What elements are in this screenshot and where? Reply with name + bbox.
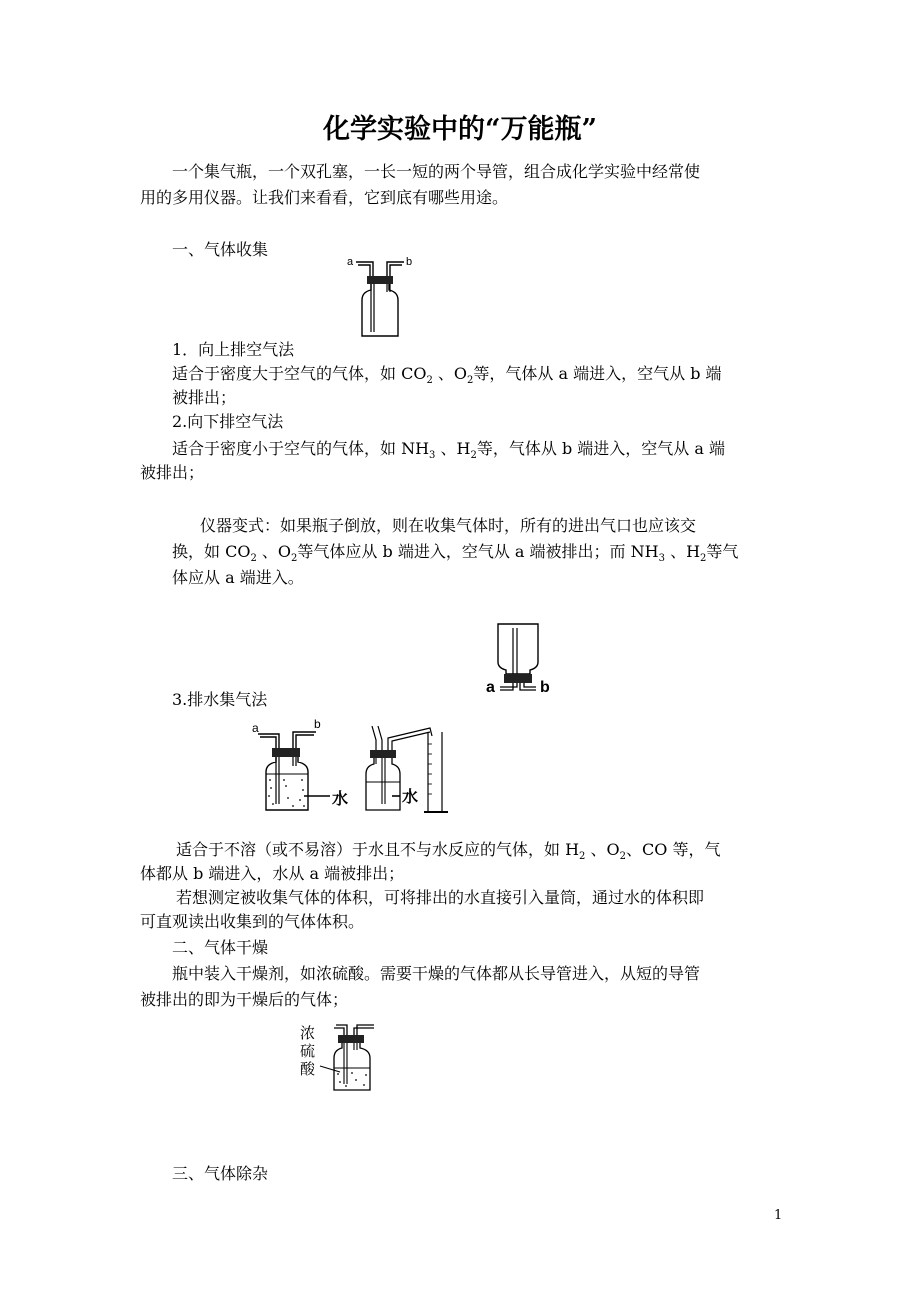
method-3-line-3: 若想测定被收集气体的体积，可将排出的水直接引入量筒，通过水的体积即 [176, 888, 705, 907]
section-2-line-2: 被排出的即为干燥后的气体； [140, 990, 349, 1009]
method-3-line-4: 可直观读出收集到的气体体积。 [140, 912, 365, 931]
method-3-heading: 3.排水集气法 [172, 690, 268, 709]
water-bottle-figure [248, 716, 360, 816]
label-a: a [347, 256, 354, 268]
label-a: a [252, 721, 259, 735]
label-acid-2: 硫 [300, 1042, 316, 1060]
page-title: 化学实验中的“万能瓶” [322, 114, 598, 145]
page-number: 1 [774, 1208, 783, 1223]
label-acid-3: 酸 [300, 1060, 316, 1078]
label-water: 水 [332, 789, 349, 808]
label-b: b [540, 679, 550, 696]
label-water: 水 [402, 787, 419, 806]
method-3-line-2: 体都从 b 端进入，水从 a 端被排出； [140, 864, 405, 883]
label-b: b [314, 717, 321, 731]
method-1-line-2: 被排出； [172, 388, 237, 407]
method-1-line-1: 适合于密度大于空气的气体，如 $CO_2$ 、$O_2$等，气体从 a 端进入，空气从 b 端 [172, 364, 722, 387]
method-3-line-1: 适合于不溶（或不易溶）于水且不与水反应的气体，如 $H_2$ 、$O_2$、CO 等，气 [176, 840, 721, 863]
label-acid-1: 浓 [300, 1024, 316, 1042]
section-2-line-1: 瓶中装入干燥剂，如浓硫酸。需要干燥的气体都从长导管进入，从短的导管 [172, 964, 701, 983]
label-b: b [406, 256, 413, 268]
bottle-figure-inverted [484, 622, 570, 696]
variant-line-1: 仪器变式：如果瓶子倒放，则在收集气体时，所有的进出气口也应该交 [200, 516, 697, 535]
bottle-figure-upright [346, 254, 416, 340]
section-2-heading: 二、气体干燥 [172, 938, 269, 957]
method-2-line-1: 适合于密度小于空气的气体，如 $NH_3$ 、$H_2$等，气体从 b 端进入，空气从 a 端 [172, 439, 725, 462]
method-2-line-2: 被排出； [140, 463, 205, 482]
intro-line-2: 用的多用仪器。让我们来看看，它到底有哪些用途。 [140, 188, 509, 207]
method-1-heading: 1．向上排空气法 [172, 340, 295, 359]
label-a: a [486, 679, 495, 696]
measuring-cylinder-figure [360, 724, 464, 816]
variant-line-2: 换，如 $CO_2$ 、$O_2$等气体应从 b 端进入，空气从 a 端被排出；而 $NH_3$ 、$H_2$等气 [172, 542, 739, 565]
section-3-heading: 三、气体除杂 [172, 1164, 269, 1183]
drying-bottle-figure [298, 1020, 388, 1096]
variant-line-3: 体应从 a 端进入。 [172, 568, 304, 587]
section-1-heading: 一、气体收集 [172, 240, 269, 259]
method-2-heading: 2.向下排空气法 [172, 412, 284, 431]
intro-line-1: 一个集气瓶，一个双孔塞，一长一短的两个导管，组合成化学实验中经常使 [172, 162, 701, 181]
